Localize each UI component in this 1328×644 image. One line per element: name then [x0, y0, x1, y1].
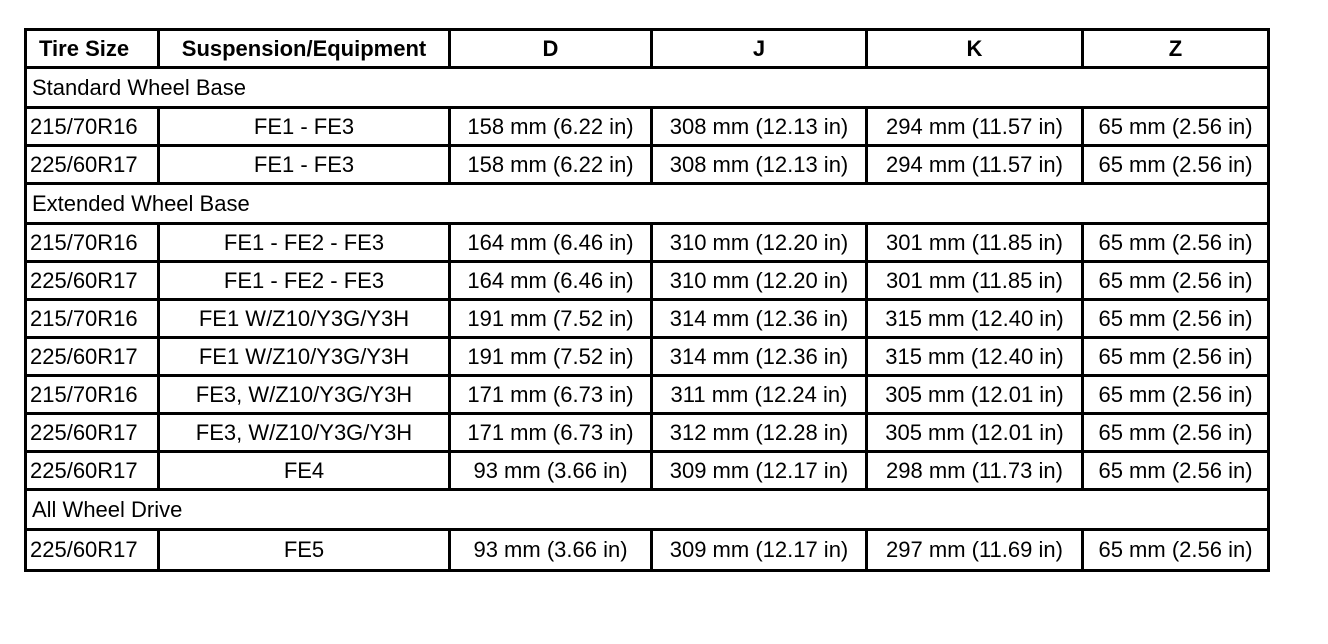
cell-suspension-equipment: FE5 — [160, 531, 451, 569]
cell-tire-size: 215/70R16 — [27, 301, 160, 339]
section-row — [27, 185, 1267, 225]
table-row — [27, 225, 1267, 263]
cell-suspension-equipment: FE1 - FE3 — [160, 109, 451, 147]
header-suspension-equipment: Suspension/Equipment — [160, 31, 451, 69]
cell-k: 315 mm (12.40 in) — [868, 339, 1084, 377]
cell-d: 93 mm (3.66 in) — [451, 531, 653, 569]
cell-j: 310 mm (12.20 in) — [653, 225, 868, 263]
cell-tire-size: 215/70R16 — [27, 109, 160, 147]
cell-suspension-equipment: FE1 - FE2 - FE3 — [160, 225, 451, 263]
header-j: J — [653, 31, 868, 69]
cell-k: 305 mm (12.01 in) — [868, 377, 1084, 415]
cell-suspension-equipment: FE4 — [160, 453, 451, 491]
cell-d: 164 mm (6.46 in) — [451, 263, 653, 301]
cell-k: 301 mm (11.85 in) — [868, 225, 1084, 263]
table-row — [27, 339, 1267, 377]
cell-z: 65 mm (2.56 in) — [1084, 377, 1267, 415]
cell-k: 297 mm (11.69 in) — [868, 531, 1084, 569]
cell-d: 191 mm (7.52 in) — [451, 301, 653, 339]
cell-z: 65 mm (2.56 in) — [1084, 263, 1267, 301]
table-row — [27, 147, 1267, 185]
cell-j: 309 mm (12.17 in) — [653, 531, 868, 569]
cell-tire-size: 225/60R17 — [27, 531, 160, 569]
cell-z: 65 mm (2.56 in) — [1084, 415, 1267, 453]
tire-clearance-table — [24, 28, 1270, 572]
section-label: All Wheel Drive — [27, 491, 1267, 531]
cell-d: 93 mm (3.66 in) — [451, 453, 653, 491]
table-row — [27, 531, 1267, 569]
cell-z: 65 mm (2.56 in) — [1084, 453, 1267, 491]
table-row — [27, 263, 1267, 301]
section-label: Extended Wheel Base — [27, 185, 1267, 225]
header-k: K — [868, 31, 1084, 69]
cell-k: 298 mm (11.73 in) — [868, 453, 1084, 491]
cell-k: 294 mm (11.57 in) — [868, 109, 1084, 147]
cell-z: 65 mm (2.56 in) — [1084, 147, 1267, 185]
table-row — [27, 377, 1267, 415]
cell-j: 314 mm (12.36 in) — [653, 301, 868, 339]
cell-k: 294 mm (11.57 in) — [868, 147, 1084, 185]
cell-tire-size: 225/60R17 — [27, 339, 160, 377]
cell-z: 65 mm (2.56 in) — [1098, 537, 1253, 562]
cell-tire-size: 215/70R16 — [27, 225, 160, 263]
cell-tire-size: 225/60R17 — [27, 263, 160, 301]
cell-d: 158 mm (6.22 in) — [451, 109, 653, 147]
cell-j: 312 mm (12.28 in) — [653, 415, 868, 453]
cell-j: 308 mm (12.13 in) — [653, 147, 868, 185]
cell-d: 191 mm (7.52 in) — [451, 339, 653, 377]
cell-suspension-equipment: FE1 - FE2 - FE3 — [160, 263, 451, 301]
header-z: Z — [1084, 31, 1267, 69]
cell-d: 171 mm (6.73 in) — [451, 415, 653, 453]
cell-d: 164 mm (6.46 in) — [451, 225, 653, 263]
cell-z: 65 mm (2.56 in) — [1084, 225, 1267, 263]
header-tire-size: Tire Size — [27, 31, 160, 69]
cell-j: 308 mm (12.13 in) — [653, 109, 868, 147]
table-row — [27, 109, 1267, 147]
cell-k: 301 mm (11.85 in) — [868, 263, 1084, 301]
cell-z: 65 mm (2.56 in) — [1084, 301, 1267, 339]
cell-d: 158 mm (6.22 in) — [451, 147, 653, 185]
cell-tire-size: 225/60R17 — [27, 147, 160, 185]
header-d: D — [451, 31, 653, 69]
cell-z: 65 mm (2.56 in) — [1084, 109, 1267, 147]
cell-d: 171 mm (6.73 in) — [451, 377, 653, 415]
cell-suspension-equipment: FE1 - FE3 — [160, 147, 451, 185]
table-row — [27, 301, 1267, 339]
cell-suspension-equipment: FE1 W/Z10/Y3G/Y3H — [160, 339, 451, 377]
table-row — [27, 415, 1267, 453]
cell-suspension-equipment: FE3, W/Z10/Y3G/Y3H — [160, 377, 451, 415]
section-row — [27, 69, 1267, 109]
cell-tire-size: 225/60R17 — [27, 415, 160, 453]
cell-j: 311 mm (12.24 in) — [653, 377, 868, 415]
cell-j: 314 mm (12.36 in) — [653, 339, 868, 377]
cell-tire-size: 225/60R17 — [27, 453, 160, 491]
header-row — [27, 31, 1267, 69]
cell-k: 315 mm (12.40 in) — [868, 301, 1084, 339]
cell-suspension-equipment: FE3, W/Z10/Y3G/Y3H — [160, 415, 451, 453]
section-label: Standard Wheel Base — [27, 69, 1267, 109]
section-row — [27, 491, 1267, 531]
cell-z: 65 mm (2.56 in) — [1084, 339, 1267, 377]
cell-suspension-equipment: FE1 W/Z10/Y3G/Y3H — [160, 301, 451, 339]
table-body — [27, 69, 1267, 569]
table-row — [27, 453, 1267, 491]
cell-tire-size: 215/70R16 — [27, 377, 160, 415]
cell-j: 309 mm (12.17 in) — [653, 453, 868, 491]
cell-k: 305 mm (12.01 in) — [868, 415, 1084, 453]
cell-j: 310 mm (12.20 in) — [653, 263, 868, 301]
